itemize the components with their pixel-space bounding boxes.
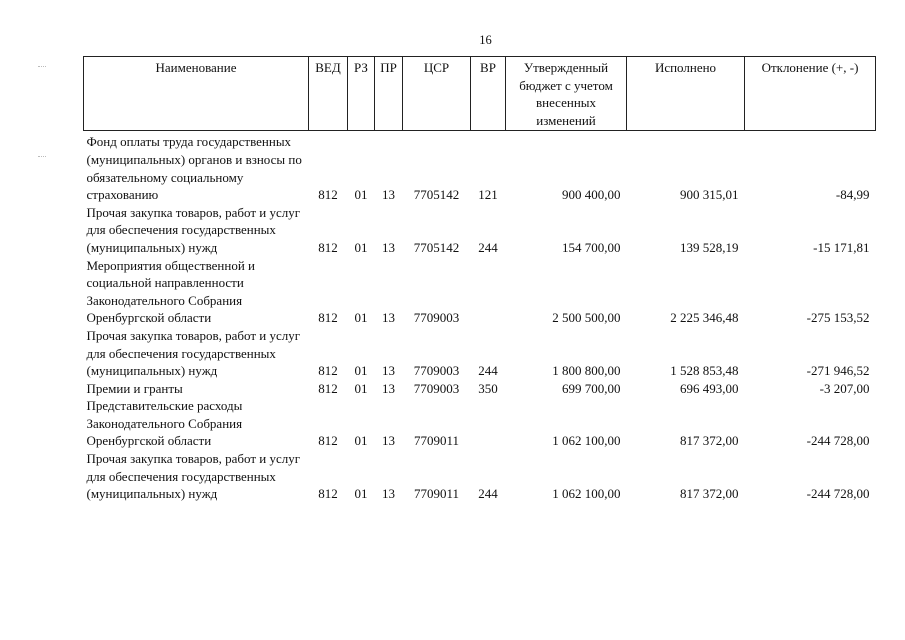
cell-vr: 350 (478, 380, 498, 396)
cell-name: Мероприятия общественной и социальной направленности Законодательного Собрания Оренбургской области (86, 257, 255, 326)
cell-pr: 13 (382, 187, 395, 203)
cell-vr: 121 (478, 187, 498, 203)
budget-execution-table (83, 56, 876, 503)
table-body (84, 131, 876, 503)
header-name: Наименование (84, 57, 309, 131)
cell-pr: 13 (382, 433, 395, 449)
table-row (84, 450, 876, 503)
table-row (84, 327, 876, 380)
cell-vr (471, 397, 506, 450)
cell-executed: 696 493,00 (680, 380, 739, 396)
cell-deviation: -3 207,00 (819, 380, 870, 396)
header-csr: ЦСР (403, 57, 471, 131)
cell-executed: 139 528,19 (680, 239, 739, 255)
cell-deviation: -15 171,81 (813, 239, 870, 255)
table-row (84, 380, 876, 398)
header-ved: ВЕД (309, 57, 348, 131)
header-rz: РЗ (348, 57, 375, 131)
cell-vr: 244 (478, 486, 498, 502)
cell-ved: 812 (318, 239, 338, 255)
cell-csr: 7709003 (413, 363, 460, 379)
cell-approved: 1 062 100,00 (552, 433, 621, 449)
cell-executed: 817 372,00 (680, 486, 739, 502)
table-row (84, 204, 876, 257)
cell-deviation: -84,99 (835, 187, 870, 203)
cell-csr: 7709011 (413, 433, 460, 449)
cell-executed: 2 225 346,48 (670, 310, 739, 326)
cell-ved: 812 (318, 363, 338, 379)
cell-pr: 13 (382, 486, 395, 502)
cell-rz: 01 (354, 486, 368, 502)
cell-name: Прочая закупка товаров, работ и услуг для обеспечения государственных (муниципальных) нужд (86, 451, 301, 502)
cell-approved: 1 062 100,00 (552, 486, 621, 502)
table-row (84, 131, 876, 204)
cell-executed: 900 315,01 (680, 187, 739, 203)
header-approved-budget: Утвержденный бюджет с учетом внесенных изменений (506, 57, 627, 131)
cell-rz: 01 (354, 363, 368, 379)
table-row (84, 397, 876, 450)
cell-approved: 699 700,00 (562, 380, 621, 396)
cell-approved: 1 800 800,00 (552, 363, 621, 379)
cell-ved: 812 (318, 310, 338, 326)
cell-pr: 13 (382, 239, 395, 255)
cell-vr (471, 257, 506, 327)
cell-vr: 244 (478, 239, 498, 255)
cell-ved: 812 (318, 187, 338, 203)
cell-rz: 01 (354, 187, 368, 203)
cell-ved: 812 (318, 380, 338, 396)
cell-name: Прочая закупка товаров, работ и услуг для обеспечения государственных (муниципальных) нужд (86, 327, 301, 379)
cell-deviation: -244 728,00 (806, 486, 870, 502)
cell-pr: 13 (382, 310, 395, 326)
cell-approved: 2 500 500,00 (552, 310, 621, 326)
cell-approved: 900 400,00 (562, 187, 621, 203)
cell-csr: 7709011 (413, 486, 460, 502)
cell-ved: 812 (318, 486, 338, 502)
margin-mark (38, 156, 46, 157)
cell-deviation: -275 153,52 (806, 310, 870, 326)
cell-csr: 7705142 (413, 187, 460, 203)
cell-deviation: -244 728,00 (806, 433, 870, 449)
cell-deviation: -271 946,52 (806, 363, 870, 379)
cell-pr: 13 (382, 363, 395, 379)
cell-ved: 812 (318, 433, 338, 449)
margin-mark (38, 66, 46, 67)
cell-name: Премии и гранты (86, 380, 183, 396)
table-header-row (84, 57, 876, 131)
cell-rz: 01 (354, 433, 368, 449)
table-row (84, 257, 876, 327)
cell-rz: 01 (354, 310, 368, 326)
table-header (84, 57, 876, 131)
header-deviation: Отклонение (+, -) (745, 57, 876, 131)
header-pr: ПР (375, 57, 403, 131)
header-executed: Исполнено (627, 57, 745, 131)
cell-pr: 13 (382, 380, 395, 396)
cell-name: Прочая закупка товаров, работ и услуг для обеспечения государственных (муниципальных) нужд (86, 204, 301, 255)
cell-csr: 7709003 (413, 380, 460, 396)
cell-approved: 154 700,00 (562, 239, 621, 255)
cell-csr: 7705142 (413, 239, 460, 255)
cell-name: Фонд оплаты труда государственных (муниципальных) органов и взносы по обязательному социальному страхованию (86, 134, 302, 203)
cell-rz: 01 (354, 380, 368, 396)
cell-executed: 817 372,00 (680, 433, 739, 449)
cell-rz: 01 (354, 239, 368, 255)
cell-executed: 1 528 853,48 (670, 363, 739, 379)
cell-vr: 244 (478, 363, 498, 379)
header-vr: ВР (471, 57, 506, 131)
cell-name: Представительские расходы Законодательного Собрания Оренбургской области (86, 398, 243, 449)
page-number: 16 (479, 33, 492, 47)
cell-csr: 7709003 (413, 310, 460, 326)
